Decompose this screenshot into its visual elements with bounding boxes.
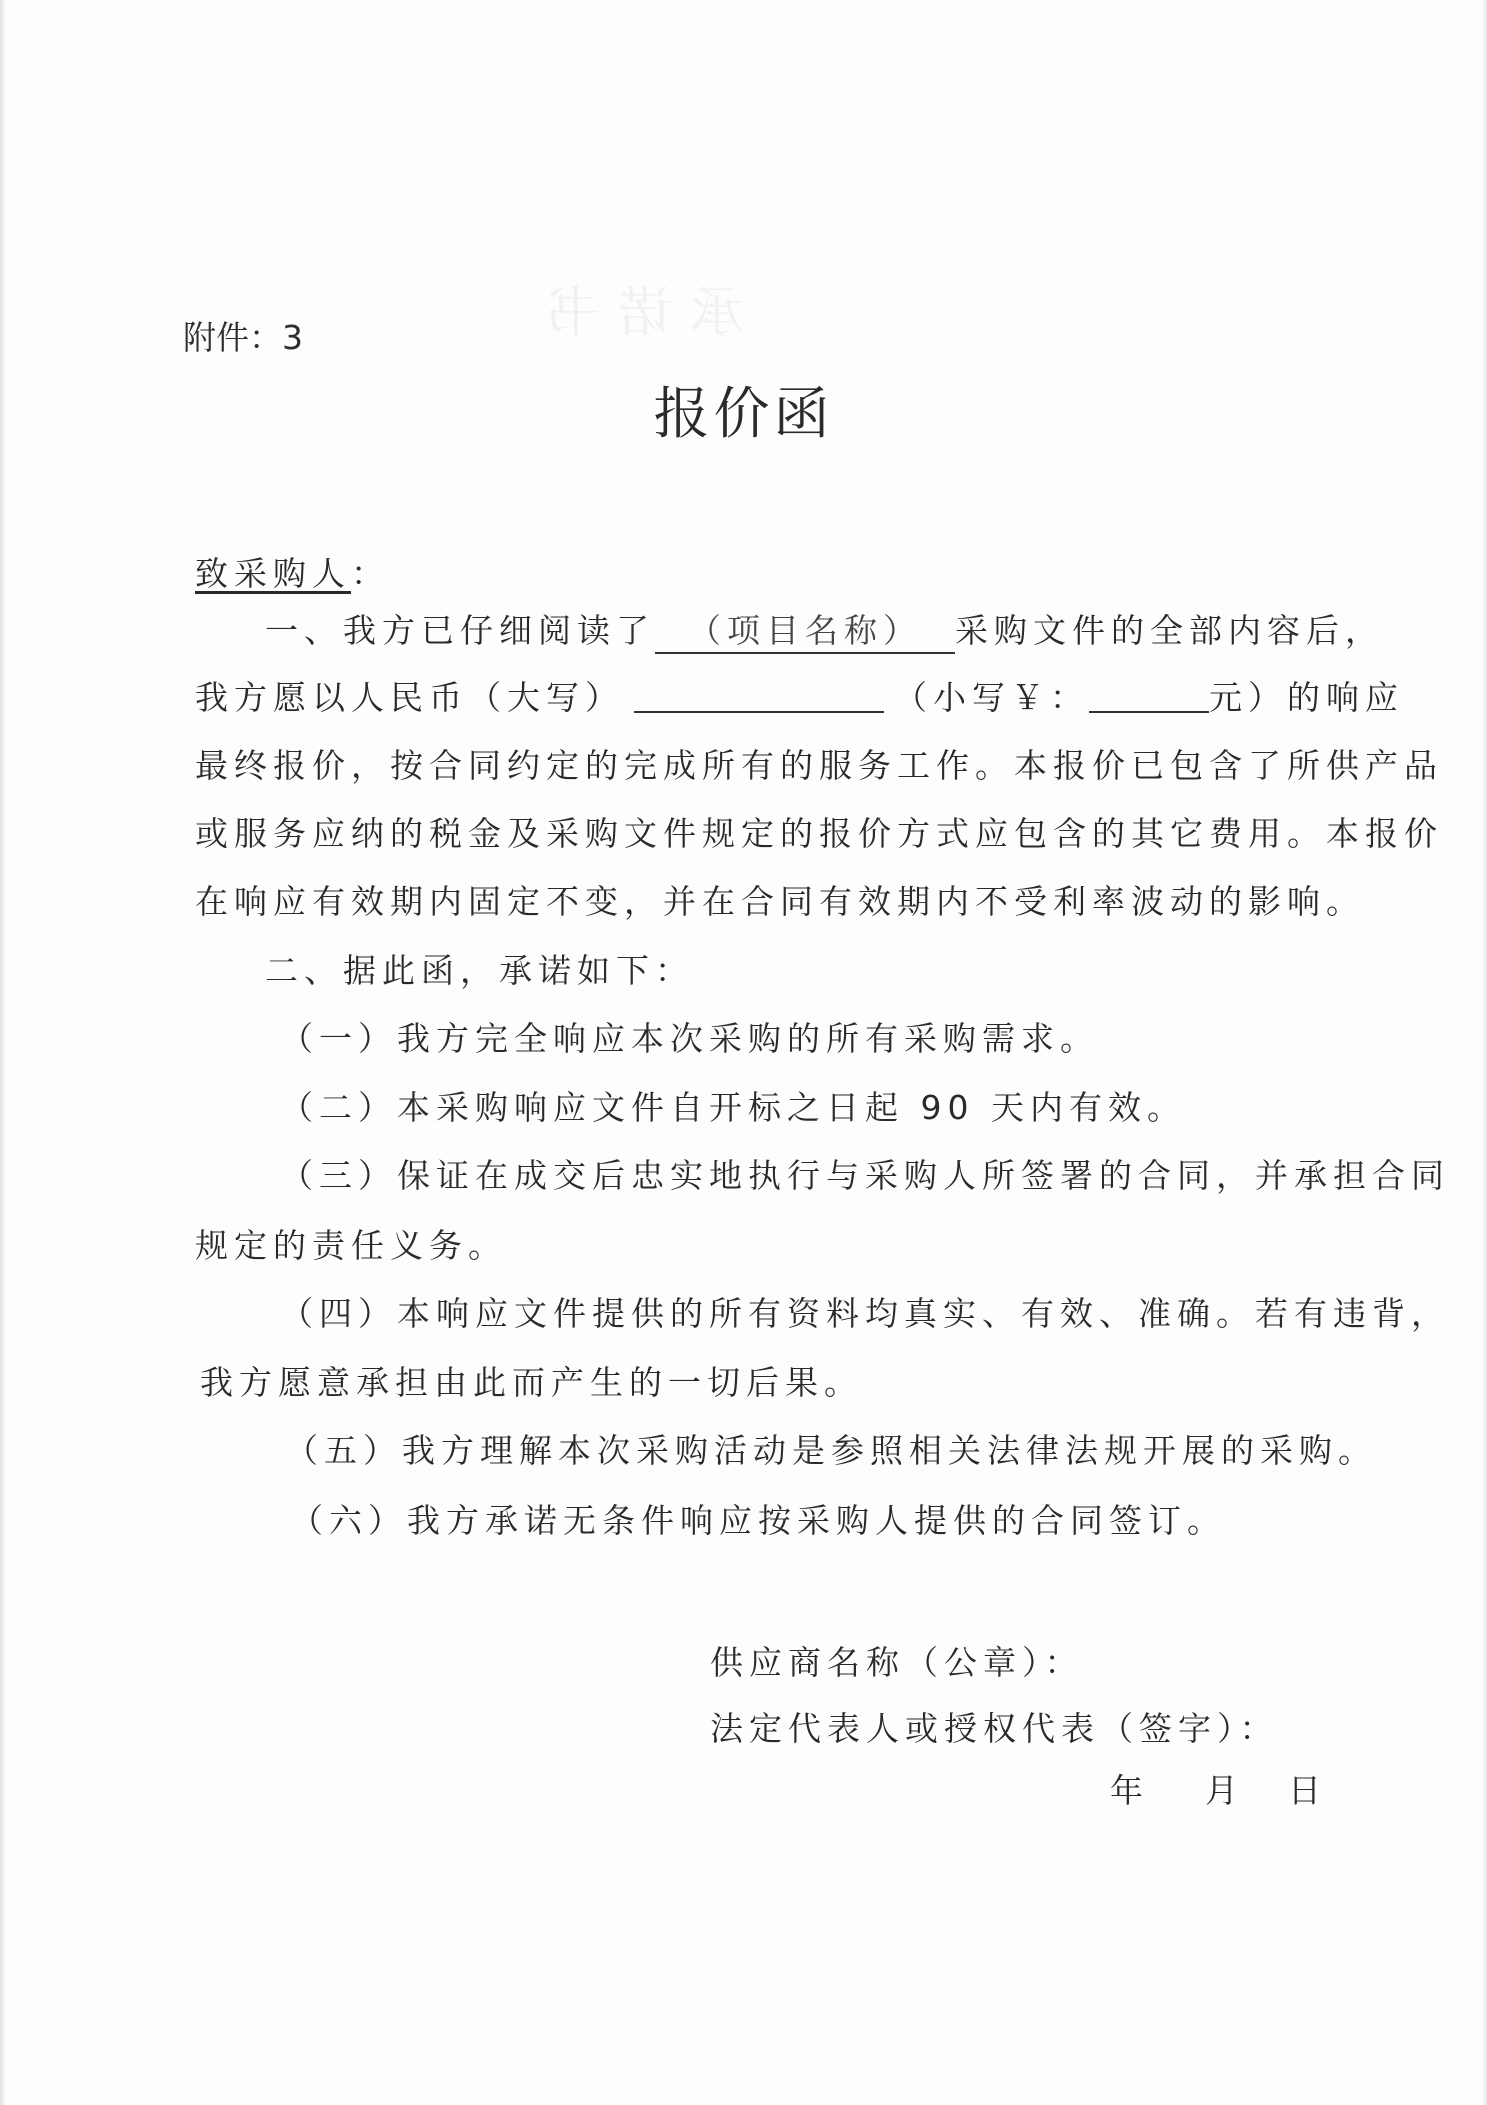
representative-label: 法定代表人或授权代表（签字）： (710, 1709, 1279, 1748)
paragraph-1-line-2 (195, 672, 1404, 719)
date-day: 日 (1288, 1771, 1321, 1810)
amount-uppercase-blank (634, 681, 884, 713)
commitment-2: （二）本采购响应文件自开标之日起 90 天内有效。 (280, 1088, 1186, 1127)
commitment-5: （五）我方理解本次采购活动是参照相关法律法规开展的采购。 (285, 1431, 1377, 1470)
salutation-line (195, 548, 390, 595)
commitment-3-line-2: 规定的责任义务。 (195, 1226, 507, 1265)
page-edge-right (1482, 0, 1487, 2105)
paragraph-2: 二、据此函，承诺如下： (265, 951, 694, 990)
date-year: 年 (1110, 1771, 1143, 1810)
commitment-4-line-1: （四）本响应文件提供的所有资料均真实、有效、准确。若有违背， (280, 1294, 1450, 1333)
page-title: 报价函 (653, 382, 834, 447)
paragraph-1-line-1 (265, 605, 1384, 654)
supplier-name-label: 供应商名称（公章）： (710, 1643, 1084, 1682)
p1-text-b: 采购文件的全部内容后， (955, 611, 1384, 650)
commitment-3-line-1: （三）保证在成交后忠实地执行与采购人所签署的合同，并承担合同 (280, 1156, 1450, 1195)
p1-l2-text-b: （小写￥： (894, 678, 1089, 717)
commitment-6: （六）我方承诺无条件响应按采购人提供的合同签订。 (290, 1501, 1226, 1540)
salutation-colon: ： (351, 554, 390, 593)
paragraph-1-line-4: 或服务应纳的税金及采购文件规定的报价方式应包含的其它费用。本报价 (195, 814, 1443, 853)
p1-text-a: 一、我方已仔细阅读了 (265, 611, 655, 650)
bleed-through-text: 承诺书 (528, 281, 744, 344)
amount-number-blank (1089, 681, 1209, 713)
p1-l2-text-c: 元）的响应 (1209, 678, 1404, 717)
paragraph-1-line-5: 在响应有效期内固定不变，并在合同有效期内不受利率波动的影响。 (195, 882, 1365, 921)
p1-l2-text-a: 我方愿以人民币（大写） (195, 678, 624, 717)
project-name-blank: （项目名称） (655, 605, 955, 654)
attachment-label: 附件：3 (183, 318, 303, 357)
page-edge-left (0, 0, 6, 2105)
commitment-4-line-2: 我方愿意承担由此而产生的一切后果。 (200, 1363, 863, 1402)
date-month: 月 (1205, 1771, 1238, 1810)
salutation: 致采购人 (195, 554, 351, 593)
paragraph-1-line-3: 最终报价，按合同约定的完成所有的服务工作。本报价已包含了所供产品 (195, 746, 1443, 785)
commitment-1: （一）我方完全响应本次采购的所有采购需求。 (280, 1019, 1099, 1058)
